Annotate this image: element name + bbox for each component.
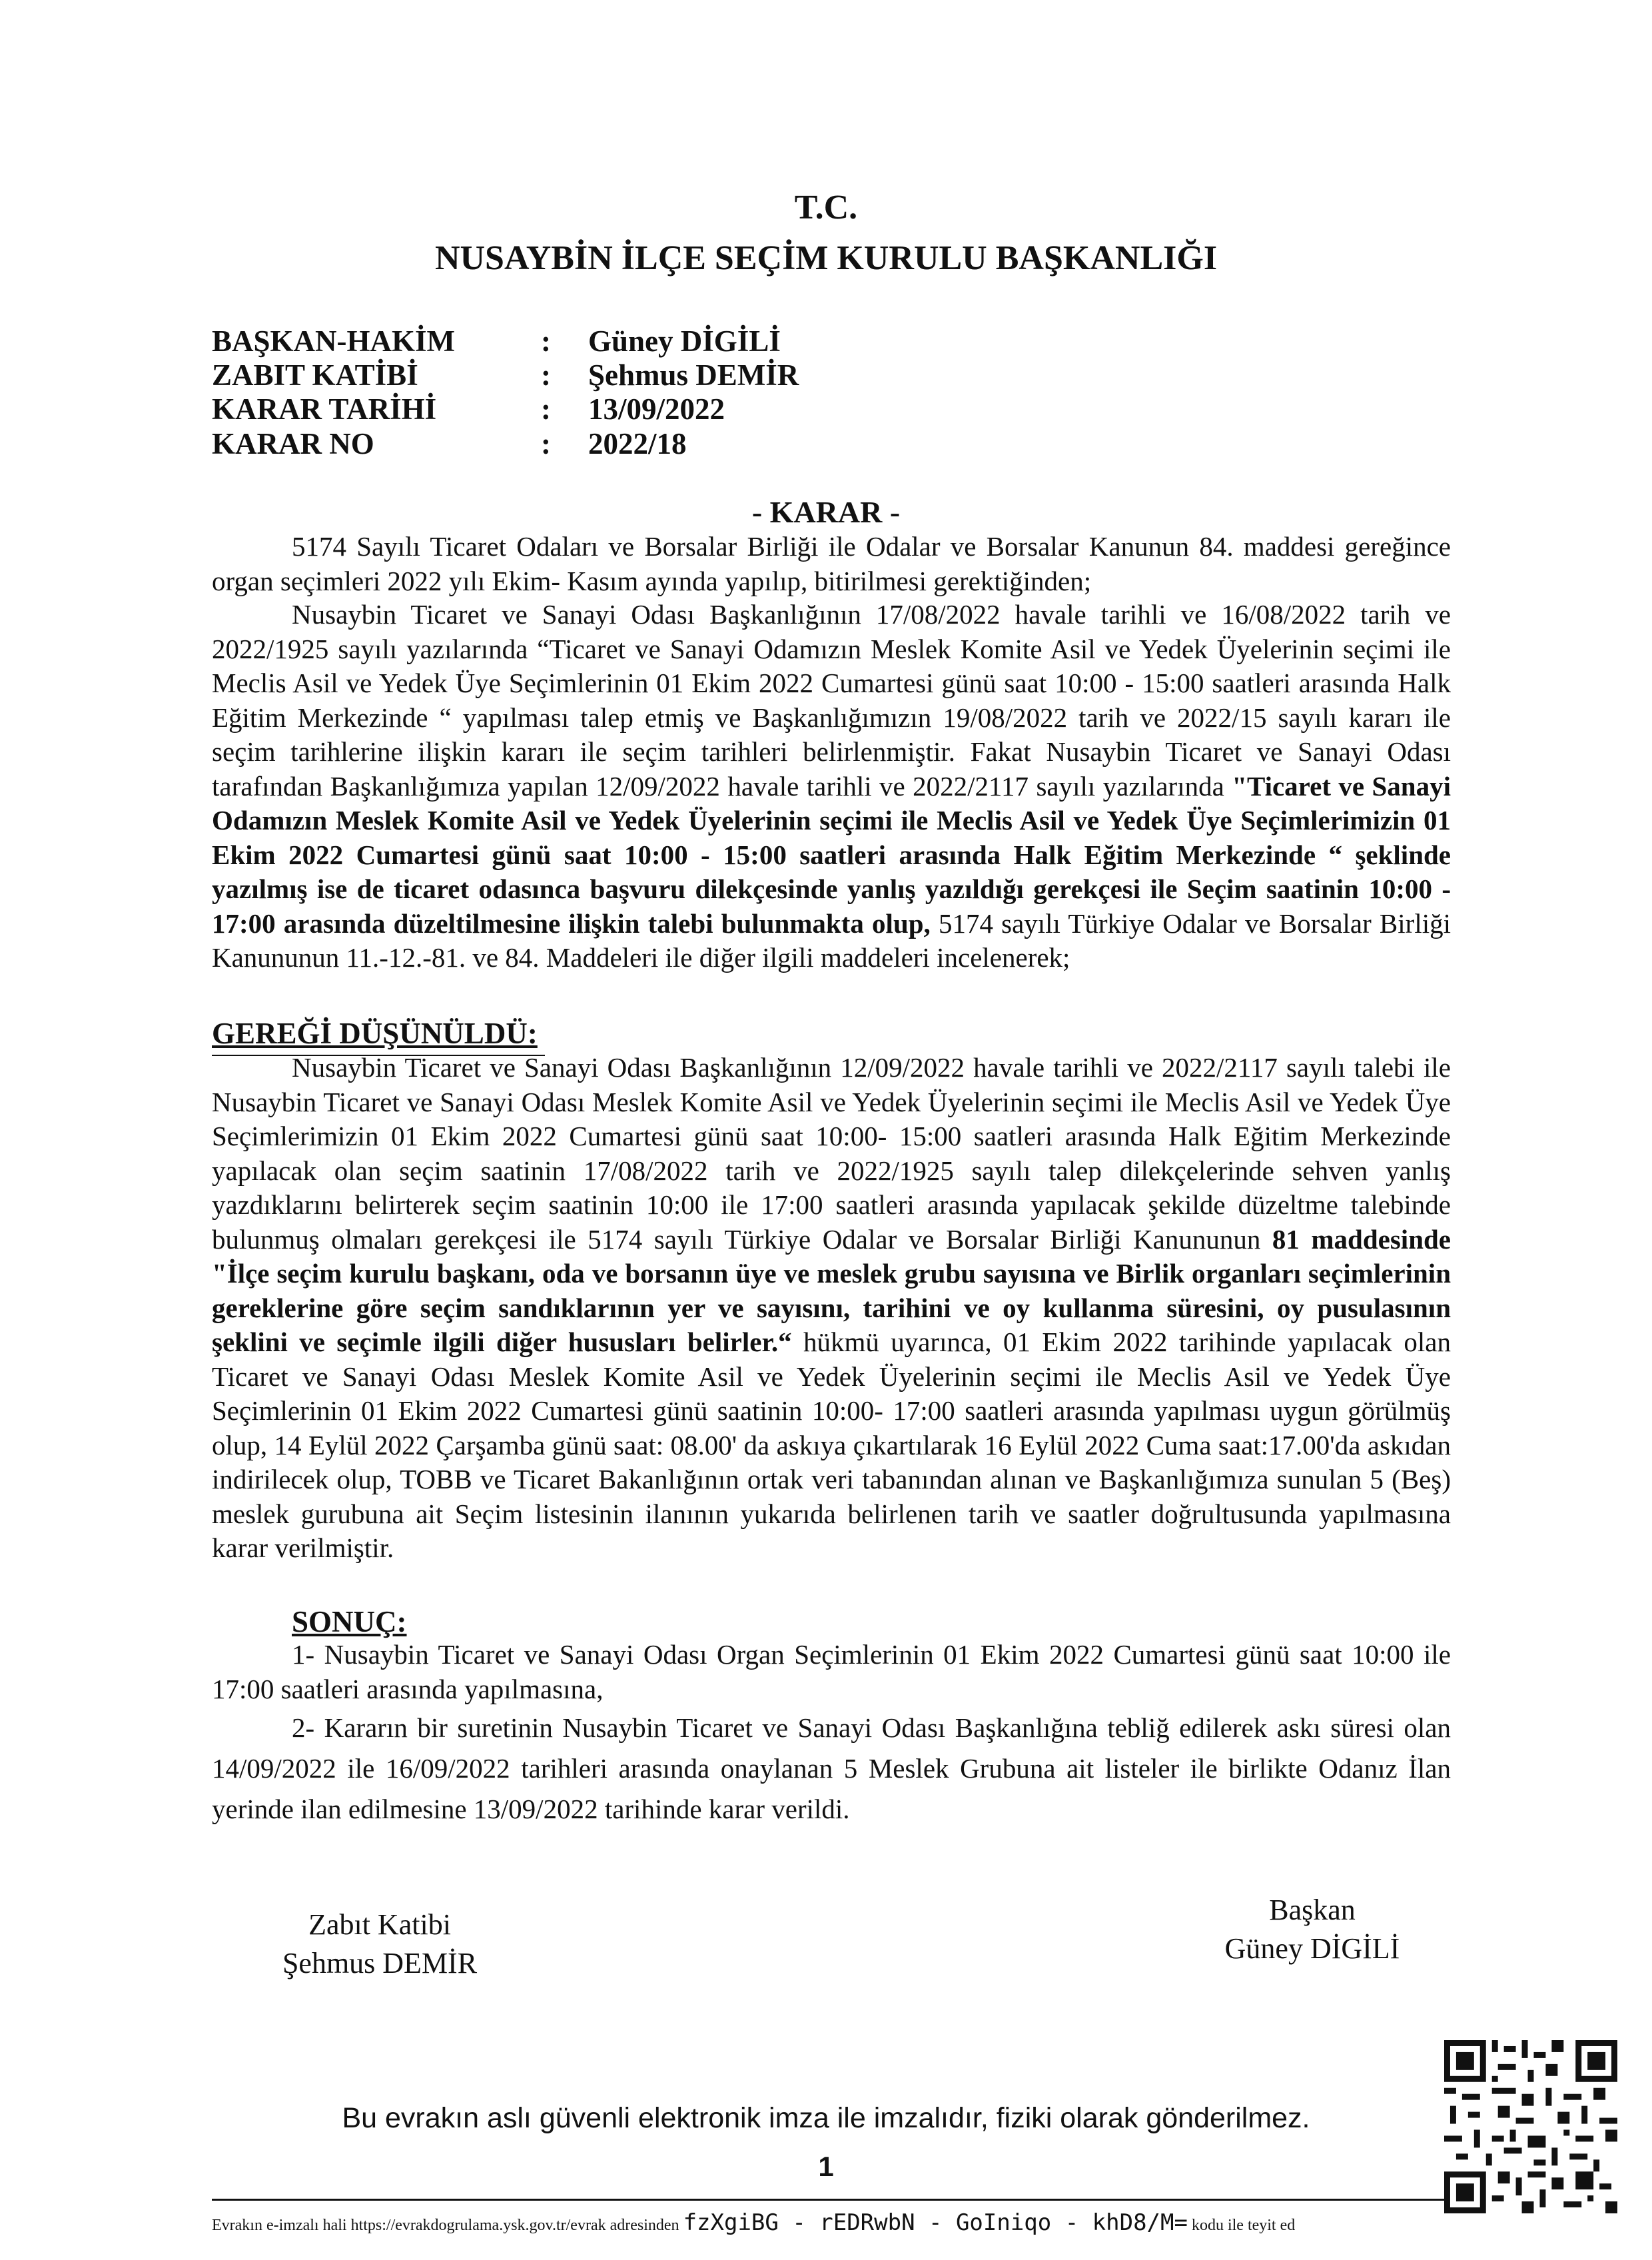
verification-suffix: kodu ile teyit ed xyxy=(1191,2217,1296,2234)
meta-colon: : xyxy=(541,427,551,460)
footer-notice: Bu evrakın aslı güvenli elektronik imza ile imzalıdır, fiziki olarak gönderilmez. xyxy=(342,2102,1310,2134)
meta-value: 2022/18 xyxy=(588,427,687,460)
body-paragraph-1: 5174 Sayılı Ticaret Odaları ve Borsalar Birliği ile Odalar ve Borsalar Kanunun 84. maddesi gereğince organ seçimleri 2022 yılı Ekim- Kasım ayında yapılıp, bitirilmesi gerektiğinden; xyxy=(212,531,1451,596)
meta-colon: : xyxy=(541,324,551,358)
body-paragraph-3-text: Nusaybin Ticaret ve Sanayi Odası Başkanlığının 12/09/2022 havale tarihli ve 2022/2117 sayılı talebi ile Nusaybin Ticaret ve Sanayi Odası Meslek Komite Asil ve Yedek Üyelerinin seçimi ile Meclis Asil ve Yedek Üye Seçimlerimizin 01 Ekim 2022 Cumartesi günü saat 10:00- 15:00 saatleri arasında Halk Eğitim Merkezinde yapılacak olan seçim saatinin 17/08/2022 tarih ve 2022/1925 sayılı talep dilekçelerinde sehven yanlış yazdıklarını belirterek seçim saatinin 10:00 ile 17:00 saatleri arasında yapılacak şekilde düzeltme talebinde bulunmuş olmaları gerekçesi ile 5174 sayılı Türkiye Odalar ve Borsalar Birliği Kanununun xyxy=(212,1052,1451,1255)
meta-label: ZABIT KATİBİ xyxy=(212,358,418,392)
signature-clerk-name: Şehmus DEMİR xyxy=(282,1947,478,1979)
body-paragraph-3 xyxy=(212,1051,1451,1566)
sonuc-heading: SONUÇ: xyxy=(292,1605,407,1638)
header-institution: NUSAYBİN İLÇE SEÇİM KURULU BAŞKANLIĞI xyxy=(434,239,1218,277)
header-tc: T.C. xyxy=(794,189,858,227)
verification-prefix: Evrakın e-imzalı hali https://evrakdogrulama.ysk.gov.tr/evrak adresinden xyxy=(212,2217,679,2234)
signature-clerk-title: Zabıt Katibi xyxy=(308,1908,451,1941)
meta-label: BAŞKAN-HAKİM xyxy=(212,324,456,358)
meta-label: KARAR NO xyxy=(212,427,374,460)
decision-title: - KARAR - xyxy=(751,495,901,529)
body-paragraph-2-text: Nusaybin Ticaret ve Sanayi Odası Başkanlığının 17/08/2022 havale tarihli ve 16/08/2022 tarih ve 2022/1925 sayılı yazılarında “Ticaret ve Sanayi Odamızın Meslek Komite Asil ve Yedek Üyelerinin seçimi ile Meclis Asil ve Yedek Üye Seçimlerinin 01 Ekim 2022 Cumartesi günü saat 10:00 - 15:00 saatleri arasında Halk Eğitim Merkezinde “ yapılması talep etmiş ve Başkanlığımızın 19/08/2022 tarih ve 2022/15 sayılı kararı ile seçim tarihlerine ilişkin kararı ile seçim tarihleri belirlenmiştir. Fakat Nusaybin Ticaret ve Sanayi Odası tarafından Başkanlığımıza yapılan 12/09/2022 havale tarihli ve 2022/2117 sayılı yazılarında xyxy=(212,599,1451,802)
result-item-2: 2- Kararın bir suretinin Nusaybin Ticaret ve Sanayi Odası Başkanlığına tebliğ edilerek askı süresi olan 14/09/2022 ile 16/09/2022 tarihleri arasında onaylanan 5 Meslek Grubuna ait listeler ile birlikte Odanız İlan yerinde ilan edilmesine 13/09/2022 tarihinde karar verildi. xyxy=(212,1712,1451,1824)
meta-label: KARAR TARİHİ xyxy=(212,392,437,426)
signature-president-title: Başkan xyxy=(1269,1894,1356,1926)
meta-value: 13/09/2022 xyxy=(588,392,725,426)
gd-heading: GEREĞİ DÜŞÜNÜLDÜ: xyxy=(212,1017,538,1050)
signature-president xyxy=(1186,1891,1439,1968)
meta-value: Güney DİGİLİ xyxy=(588,324,781,358)
result-item-1: 1- Nusaybin Ticaret ve Sanayi Odası Organ Seçimlerinin 01 Ekim 2022 Cumartesi günü saat 10:00 ile 17:00 saatleri arasında yapılmasına, xyxy=(212,1639,1451,1704)
footer-divider xyxy=(212,2199,1444,2201)
meta-colon: : xyxy=(541,358,551,392)
body-paragraph-2-end: 5174 sayılı Türkiye Odalar ve Borsalar Birliği Kanununun 11.-12.-81. ve 84. Maddeleri ile diğer ilgili maddeleri incelenerek; xyxy=(212,907,1451,973)
body-paragraph-2 xyxy=(212,598,1451,975)
verification-code: fzXgiBG - rEDRwbN - GoIniqo - khD8/M= xyxy=(683,2209,1188,2236)
body-paragraph-3-bold: 81 maddesinde "İlçe seçim kurulu başkanı, oda ve borsanın üye ve meslek grubu sayısına ve Birlik organları seçimlerinin gereklerine göre seçim sandıklarının yer ve sayısını, tarihini ve oy kullanma süresini, oy pusulasının şeklini ve seçimle ilgili diğer hususları belirler.“ xyxy=(212,1223,1451,1357)
body-paragraph-3-end: hükmü uyarınca, 01 Ekim 2022 tarihinde yapılacak olan Ticaret ve Sanayi Odası Meslek Komite Asil ve Yedek Üyelerinin seçimi ile Meclis Asil ve Yedek Üye Seçimlerinin 01 Ekim 2022 Cumartesi günü saatinin 10:00- 17:00 saatleri arasında yapılması uygun görülmüş olup, 14 Eylül 2022 Çarşamba günü saat: 08.00' da askıya çıkartılarak 16 Eylül 2022 Cuma saat:17.00'da askıdan indirilecek olup, TOBB ve Ticaret Bakanlığının ortak veri tabanından alınan ve Başkanlığımıza sunulan 5 (Beş) meslek gurubuna ait Seçim listesinin ilanının yukarıda belirlenen tarih ve saatler doğrultusunda yapılmasına karar verilmiştir. xyxy=(212,1327,1451,1563)
meta-colon: : xyxy=(541,392,551,426)
meta-value: Şehmus DEMİR xyxy=(588,358,799,392)
page-number: 1 xyxy=(818,2151,834,2182)
signature-president-name: Güney DİGİLİ xyxy=(1224,1932,1400,1965)
signature-clerk xyxy=(253,1906,506,1983)
verification-line xyxy=(212,2209,1451,2236)
body-paragraph-2-bold: "Ticaret ve Sanayi Odamızın Meslek Komite Asil ve Yedek Üyelerinin seçimi ile Meclis Asil ve Yedek Üye Seçimlerimizin 01 Ekim 2022 Cumartesi günü saat 10:00 - 15:00 saatleri arasında Halk Eğitim Merkezinde “ şeklinde yazılmış ise de ticaret odasınca başvuru dilekçesinde yanlış yazıldığı gerekçesi ile Seçim saatinin 10:00 - 17:00 arasında düzeltilmesine ilişkin talebi bulunmakta olup, xyxy=(212,770,1451,939)
